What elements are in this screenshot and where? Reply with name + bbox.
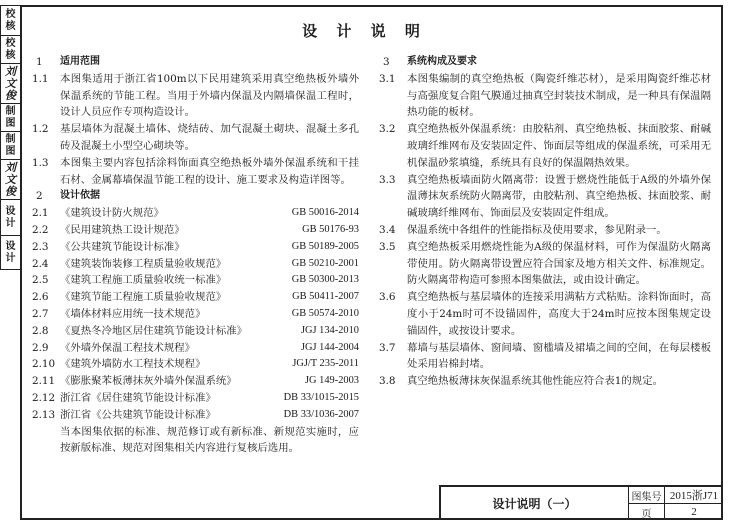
reference-name: 浙江省《公共建筑节能设计标准》 xyxy=(60,408,216,421)
reference-name: 《墙体材料应用统一技术规范》 xyxy=(60,307,206,320)
clause-number: 3.1 xyxy=(379,72,396,85)
reference-item xyxy=(32,239,359,256)
reference-item xyxy=(32,340,359,357)
atlas-label: 图集号 xyxy=(629,487,665,503)
reference-code: DB 33/1036-2007 xyxy=(283,408,359,420)
sidebar-label: 制 图 xyxy=(5,105,16,129)
reference-item xyxy=(32,306,359,323)
reference-code: GB 50016-2014 xyxy=(291,207,359,219)
reference-code: DB 33/1015-2015 xyxy=(283,391,359,403)
reference-code: GB 50176-93 xyxy=(302,223,359,235)
page-number: 2 xyxy=(691,506,697,518)
clause-number: 3.4 xyxy=(379,223,396,236)
reference-name: 浙江省《居住建筑节能设计标准》 xyxy=(60,391,216,404)
section-number: 1 xyxy=(36,56,43,68)
reference-number: 2.2 xyxy=(32,223,49,236)
clause-text: 真空绝热板薄抹灰保温系统其他性能应符合表1的规定。 xyxy=(407,375,663,388)
sidebar-cell xyxy=(1,160,20,200)
section-heading xyxy=(32,54,359,71)
reference-number: 2.9 xyxy=(32,341,49,354)
sidebar-label: 制 图 xyxy=(5,133,16,157)
sidebar-label: 设 计 xyxy=(5,240,16,264)
reference-name: 《夏热冬冷地区居住建筑节能设计标准》 xyxy=(60,324,248,337)
reference-code: JGJ 134-2010 xyxy=(300,324,359,336)
clause-number: 1.2 xyxy=(32,123,49,136)
atlas-row xyxy=(629,487,723,503)
page-label: 页 xyxy=(629,504,665,520)
reference-code: GB 50210-2001 xyxy=(291,257,359,269)
clause-number: 3.8 xyxy=(379,375,396,388)
reference-name: 《民用建筑热工设计规范》 xyxy=(60,223,185,236)
reference-code: GB 50300-2013 xyxy=(291,274,359,286)
reference-name: 《公共建筑节能设计标准》 xyxy=(60,240,185,253)
section-heading xyxy=(32,188,359,205)
clause-text: 本图集适用于浙江省100m以下民用建筑采用真空绝热板外墙外保温系统的节能工程。当用于外墙内保温及内隔墙保温工程时，设计人员应作专项构造设计。 xyxy=(60,72,359,119)
reference-number: 2.6 xyxy=(32,291,49,304)
sidebar-cell xyxy=(1,132,20,160)
section-title: 适用范围 xyxy=(60,56,100,67)
clause xyxy=(32,155,359,189)
reference-code: JGJ 144-2004 xyxy=(300,341,359,353)
reference-number: 2.1 xyxy=(32,207,49,220)
reference-number: 2.4 xyxy=(32,257,49,270)
reference-name: 《外墙外保温工程技术规程》 xyxy=(60,341,196,354)
sheet-meta xyxy=(629,487,723,520)
clause-number: 3.2 xyxy=(379,123,396,136)
clause-text: 真空绝热板采用燃烧性能为A级的保温材料，可作为保温防火隔离带使用。防火隔离带设置应符合国家及地方相关文件、标准规定。防火隔离带构造可参照本图集做法，或由设计确定。 xyxy=(407,240,711,287)
clause-number: 1.3 xyxy=(32,156,49,169)
section-number: 3 xyxy=(383,56,390,68)
sidebar-cell xyxy=(1,104,20,132)
sidebar-signature: 刘文俊 xyxy=(5,160,16,198)
reference-code: GB 50411-2007 xyxy=(292,291,359,303)
clause-number: 3.3 xyxy=(379,173,396,186)
sidebar-label: 设 计 xyxy=(5,205,16,229)
clause-text: 本图集编制的真空绝热板（陶瓷纤维芯材），是采用陶瓷纤维芯材与高强度复合阻气膜通过抽真空封装技术制成，是一种具有保温隔热功能的板材。 xyxy=(407,72,711,119)
clause-text: 真空绝热板墙面防火隔离带：设置于燃烧性能低于A级的外墙外保温薄抹灰系统防火隔离带，由胶粘剂、真空绝热板、抹面胶浆、耐碱玻璃纤维网布、饰面层及安装固定件组成。 xyxy=(407,173,711,220)
clause xyxy=(379,340,711,374)
section-heading xyxy=(379,54,711,71)
clause-text: 保温系统中各组件的性能指标及使用要求，参见附录一。 xyxy=(407,223,667,236)
clause xyxy=(379,71,711,121)
section-title: 设计依据 xyxy=(60,190,100,202)
section-title: 系统构成及要求 xyxy=(407,56,477,67)
clause-number: 1.1 xyxy=(32,72,49,85)
reference-number: 2.5 xyxy=(32,274,49,287)
reference-item xyxy=(32,356,359,373)
reference-number: 2.12 xyxy=(32,391,56,404)
clause-text: 真空绝热板外保温系统：由胶粘剂、真空绝热板、抹面胶浆、耐碱玻璃纤维网布及安装固定件、饰面层等组成的保温系统，可采用无机保温砂浆填缝，系统具有良好的保温隔热效果。 xyxy=(407,123,711,169)
clause xyxy=(379,222,711,239)
reference-number: 2.11 xyxy=(32,375,56,388)
section-number: 2 xyxy=(36,190,43,203)
clause xyxy=(32,71,359,121)
signature-sidebar xyxy=(0,5,20,270)
clause-text: 基层墙体为混凝土墙体、烧结砖、加气混凝土砌块、混凝土多孔砖及混凝土小型空心砌块等。 xyxy=(60,123,359,152)
page-row xyxy=(629,503,723,520)
right-column xyxy=(379,54,711,390)
revision-note: 当本图集依据的标准、规范修订或有新标准、新规范实施时，应按新版标准、规范对图集相关内容进行复核后选用。 xyxy=(60,425,359,455)
reference-number: 2.7 xyxy=(32,307,49,320)
clause-number: 3.5 xyxy=(379,240,396,253)
reference-item xyxy=(32,289,359,306)
left-column xyxy=(32,54,359,457)
sidebar-label: 校 核 xyxy=(5,37,16,61)
reference-code: GB 50189-2005 xyxy=(291,240,359,252)
clause xyxy=(379,121,711,171)
clause xyxy=(32,121,359,155)
clause-text: 真空绝热板与基层墙体的连接采用满粘方式粘贴。涂料饰面时，高度小于24m时可不设锚固件，高度大于24m时应按本图集规定设锚固件，或按设计要求。 xyxy=(407,291,711,337)
clause-text: 幕墙与基层墙体、窗间墙、窗槛墙及裙墙之间的空间，在每层楼板处采用岩棉封堵。 xyxy=(407,341,711,371)
reference-item xyxy=(32,272,359,289)
sidebar-cell xyxy=(1,236,20,269)
sidebar-signature: 刘文俊 xyxy=(5,64,16,102)
reference-item xyxy=(32,390,359,407)
reference-name: 《建筑外墙防水工程技术规程》 xyxy=(60,358,206,371)
clause xyxy=(379,289,711,339)
reference-item xyxy=(32,373,359,390)
reference-item xyxy=(32,205,359,222)
clause xyxy=(379,239,711,289)
reference-item xyxy=(32,222,359,239)
reference-item xyxy=(32,407,359,424)
atlas-number: 2015浙J71 xyxy=(669,490,719,502)
reference-code: JGJ/T 235-2011 xyxy=(292,358,359,370)
reference-name: 《建筑设计防火规范》 xyxy=(60,207,164,220)
reference-number: 2.8 xyxy=(32,324,49,337)
reference-name: 《膨胀聚苯板薄抹灰外墙外保温系统》 xyxy=(60,375,237,388)
reference-name: 《建筑装饰装修工程质量验收规范》 xyxy=(60,257,227,270)
reference-name: 《建筑节能工程施工质量验收规范》 xyxy=(60,291,227,304)
clause-number: 3.7 xyxy=(379,341,396,354)
title-block xyxy=(439,485,723,520)
page-title: 设 计 说 明 xyxy=(302,22,427,40)
reference-item xyxy=(32,323,359,340)
reference-number: 2.13 xyxy=(32,408,56,421)
reference-item xyxy=(32,256,359,273)
clause xyxy=(379,373,711,390)
clause-number: 3.6 xyxy=(379,291,396,304)
sidebar-cell xyxy=(1,200,20,236)
reference-code: JG 149-2003 xyxy=(305,375,359,387)
sidebar-label: 校 核 xyxy=(5,8,16,32)
reference-number: 2.10 xyxy=(32,358,56,371)
clause xyxy=(379,172,711,222)
reference-code: GB 50574-2010 xyxy=(291,307,359,319)
clause-text: 本图集主要内容包括涂料饰面真空绝热板外墙外保温系统和干挂石材、金属幕墙保温节能工程的设计、施工要求及构造详图等。 xyxy=(60,156,359,186)
reference-name: 《建筑工程施工质量验收统一标准》 xyxy=(60,274,227,287)
sidebar-cell xyxy=(1,64,20,104)
reference-number: 2.3 xyxy=(32,240,49,253)
sheet-name: 设计说明（一） xyxy=(441,487,629,520)
